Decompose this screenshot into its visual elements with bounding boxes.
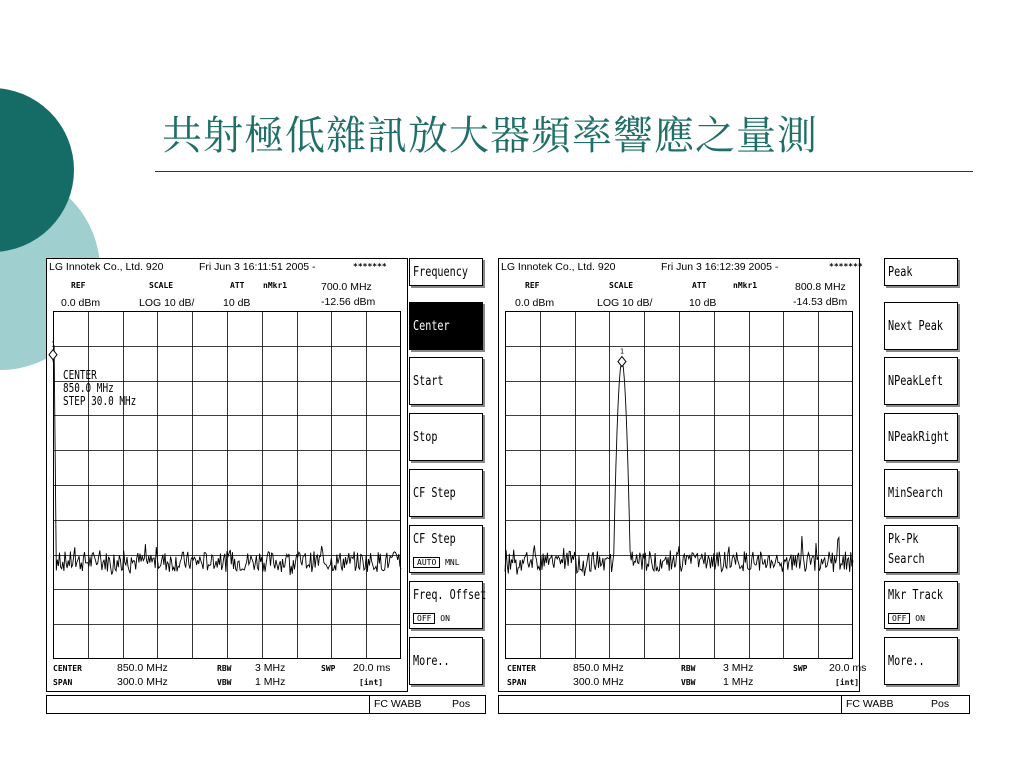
auto-manual-toggle[interactable]: AUTO MNL [413,558,460,567]
softkey-label: More.. [888,654,925,669]
span-label: SPAN [53,678,73,687]
ref-value: 0.0 dBm [515,297,555,309]
spectrum-trace [53,311,401,659]
swp-label: SWP [793,664,808,673]
center-label: CENTER [53,664,82,673]
softkey-label: Peak [888,265,913,280]
rbw-value: 3 MHz [255,662,286,674]
softkey-freq-offset[interactable] [409,581,487,629]
status-pos: Pos [931,698,950,710]
att-label: ATT [230,281,245,290]
softkey-min-search[interactable] [884,469,958,517]
vbw-label: VBW [217,678,232,687]
scale-label: SCALE [609,281,634,290]
int-label: [int] [835,678,860,687]
analyzer-screen [498,258,867,692]
softkey-start[interactable] [409,357,483,405]
softkey-peak[interactable] [884,258,958,286]
stars-label: ******* [353,262,387,271]
softkey-label: Freq. Offset [413,588,487,603]
softkey-frequency[interactable] [409,258,483,286]
spectrum-trace [505,311,853,659]
vendor-label: LG Innotek Co., Ltd. 920 [501,261,616,273]
vbw-value: 1 MHz [255,676,286,688]
softkey-next-peak-right[interactable] [884,413,958,461]
softkey-mkr-track[interactable] [884,581,958,629]
softkey-label: Center [413,319,450,334]
marker-number: 1 [51,340,56,349]
center-value: 850.0 MHz [117,662,168,674]
datetime-label: Fri Jun 3 16:11:51 2005 - [199,261,316,273]
softkey-next-peak-left[interactable] [884,357,958,405]
softkey-more[interactable] [409,637,483,685]
int-label: [int] [359,678,384,687]
spectrum-plot [53,311,401,659]
mkr-track-toggle[interactable]: OFF ON [888,614,925,623]
vbw-label: VBW [681,678,696,687]
vbw-value: 1 MHz [723,676,754,688]
ref-label: REF [525,281,540,290]
softkey-more[interactable] [884,637,958,685]
softkey-next-peak[interactable] [884,302,958,350]
status-fc: FC WABB [841,696,896,713]
spectrum-plot [505,311,853,659]
swp-value: 20.0 ms [829,662,867,674]
rbw-value: 3 MHz [723,662,754,674]
att-value: 10 dB [223,297,251,309]
annotation-line-2: 850.0 MHz [63,381,114,395]
span-value: 300.0 MHz [573,676,624,688]
ref-value: 0.0 dBm [61,297,101,309]
softkey-cf-step[interactable] [409,469,483,517]
rbw-label: RBW [217,664,232,673]
softkey-label: More.. [413,654,450,669]
softkey-center[interactable] [409,302,483,350]
slide-title: 共射極低雜訊放大器頻率響應之量測 [162,113,818,159]
softkey-label: Stop [413,430,438,445]
softkey-label: Pk-Pk [888,532,919,547]
softkey-label: Start [413,374,444,389]
softkey-pk-pk-search[interactable] [884,525,958,573]
softkey-label: MinSearch [888,486,943,501]
scale-label: SCALE [149,281,174,290]
softkey-label: CF Step [413,532,456,547]
status-pos: Pos [452,698,471,710]
softkey-label-line2: Search [888,552,925,567]
marker-diamond[interactable] [618,357,626,367]
softkey-label: NPeakLeft [888,374,943,389]
center-value: 850.0 MHz [573,662,624,674]
rbw-label: RBW [681,664,696,673]
marker-frequency: 700.0 MHz [321,281,372,293]
status-bar [46,695,486,714]
span-value: 300.0 MHz [117,676,168,688]
softkey-label: CF Step [413,486,456,501]
title-divider [155,171,973,172]
offset-toggle[interactable]: OFF ON [413,614,450,623]
spectrum-analyzer-left [46,258,516,718]
scale-value: LOG 10 dB/ [139,297,195,309]
status-fc: FC WABB [369,696,424,713]
att-value: 10 dB [689,297,717,309]
softkey-label: Frequency [413,265,468,280]
softkey-stop[interactable] [409,413,483,461]
marker-label: nMkr1 [733,281,758,290]
marker-level: -14.53 dBm [793,296,848,308]
marker-diamond[interactable] [49,350,57,360]
annotation-line-3: STEP 30.0 MHz [63,394,137,408]
softkey-label: Mkr Track [888,588,943,603]
spectrum-analyzer-right [498,258,968,718]
softkey-label: NPeakRight [888,430,950,445]
analyzer-screen [46,258,408,692]
vendor-label: LG Innotek Co., Ltd. 920 [49,261,164,273]
swp-value: 20.0 ms [353,662,391,674]
span-label: SPAN [507,678,527,687]
softkey-cf-step-mode[interactable] [409,525,483,573]
softkey-label: Next Peak [888,319,943,334]
status-bar [498,695,970,714]
datetime-label: Fri Jun 3 16:12:39 2005 - [661,261,779,273]
marker-number: 1 [619,347,625,356]
ref-label: REF [71,281,86,290]
att-label: ATT [692,281,707,290]
marker-label: nMkr1 [263,281,288,290]
scale-value: LOG 10 dB/ [597,297,653,309]
annotation-line-1: CENTER [63,368,97,382]
stars-label: ******* [829,262,863,271]
center-step-annotation [63,369,136,408]
center-label: CENTER [507,664,536,673]
marker-level: -12.56 dBm [321,296,376,308]
trace-line [505,362,853,576]
marker-frequency: 800.8 MHz [795,281,846,293]
swp-label: SWP [321,664,336,673]
